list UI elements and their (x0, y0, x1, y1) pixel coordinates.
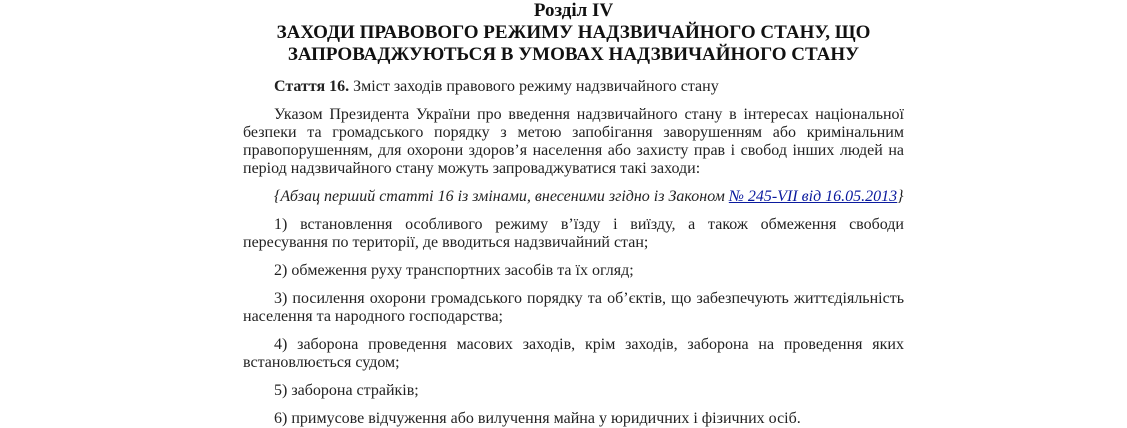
section-heading (225, 0, 922, 66)
list-item: 1) встановлення особливого режиму в’їзду і виїзду, а також обмеження свободи пересування по території, де вводиться надзвичайний стан; (243, 216, 904, 251)
list-item: 2) обмеження руху транспортних засобів та їх огляд; (274, 262, 634, 279)
article-heading (243, 78, 904, 96)
list-item: 3) посилення охорони громадського порядку та об’єктів, що забезпечують життєдіяльність населення та народного господарства; (243, 290, 904, 325)
list-item: 4) заборона проведення масових заходів, крім заходів, заборона на проведення яких встановлюється судом; (243, 336, 904, 371)
amendment-note-suffix: } (897, 188, 904, 205)
amendment-note (243, 188, 904, 206)
document-body (243, 0, 904, 428)
article-title: Зміст заходів правового режиму надзвичайного стану (353, 78, 719, 95)
list-item: 6) примусове відчуження або вилучення майна у юридичних і фізичних осіб. (274, 410, 801, 427)
amendment-note-prefix: {Абзац перший статті 16 із змінами, внесеними згідно із Законом (274, 188, 729, 205)
article-intro-paragraph: Указом Президента України про введення надзвичайного стану в інтересах національної безпеки та громадського порядку з метою запобігання заворушенням або кримінальним правопорушенням, для охорони здоров’я населення або захисту прав і свобод інших людей на період надзвичайного стану можуть запроваджуватися такі заходи: (243, 106, 904, 177)
amendment-law-link[interactable]: № 245-VII від 16.05.2013 (728, 188, 898, 205)
section-label: Розділ IV (533, 0, 614, 21)
section-title-line-2: ЗАПРОВАДЖУЮТЬСЯ В УМОВАХ НАДЗВИЧАЙНОГО СТАНУ (287, 44, 860, 65)
article-number: Стаття 16. (274, 78, 350, 95)
section-title-line-1: ЗАХОДИ ПРАВОВОГО РЕЖИМУ НАДЗВИЧАЙНОГО СТАНУ, ЩО (276, 22, 871, 43)
list-item: 5) заборона страйків; (274, 382, 419, 399)
